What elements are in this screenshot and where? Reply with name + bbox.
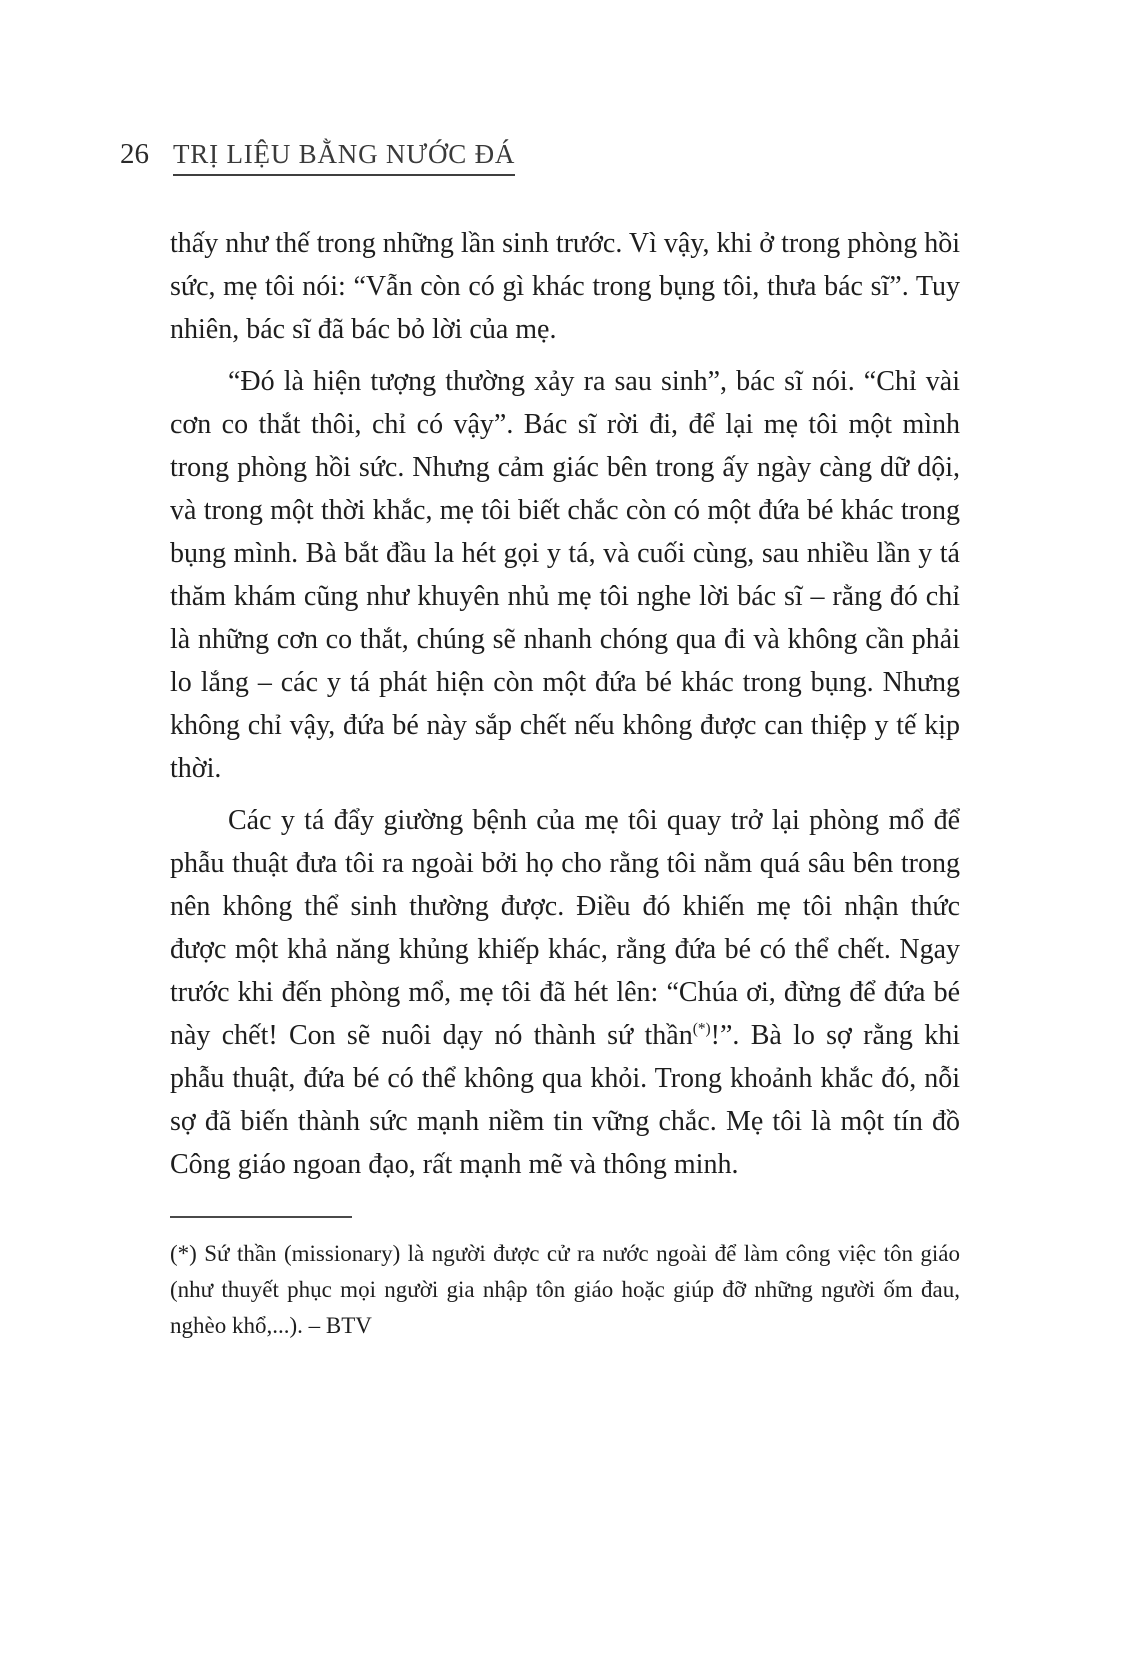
page-content [170, 222, 960, 1344]
header-title: TRỊ LIỆU BẰNG NƯỚC ĐÁ [173, 139, 515, 176]
body-paragraph: thấy như thế trong những lần sinh trước. Vì vậy, khi ở trong phòng hồi sức, mẹ tôi nói: “Vẫn còn có gì khác trong bụng tôi, thưa bác sĩ”. Tuy nhiên, bác sĩ đã bác bỏ lời của mẹ. [170, 228, 960, 345]
footnote [170, 1216, 960, 1344]
footnote-marker: (*) [692, 1020, 711, 1038]
paragraph-text: Các y tá đẩy giường bệnh của mẹ tôi quay trở lại phòng mổ để phẫu thuật đưa tôi ra ngoài bởi họ cho rằng tôi nằm quá sâu bên trong nên không thể sinh thường được. Điều đó khiến mẹ tôi nhận thức được một khả năng khủng khiếp khác, rằng đứa bé có thể chết. Ngay trước khi đến phòng mổ, mẹ tôi đã hét lên: “Chúa ơi, đừng để đứa bé này chết! Con sẽ nuôi dạy nó thành sứ thần [170, 805, 960, 1051]
running-header [120, 138, 515, 176]
page-number: 26 [120, 138, 149, 170]
paragraph-text: !”. Bà lo sợ rằng khi phẫu thuật, đứa bé có thể không qua khỏi. Trong khoảnh khắc đó, nỗi sợ đã biến thành sức mạnh niềm tin vững chắc. Mẹ tôi là một tín đồ Công giáo ngoan đạo, rất mạnh mẽ và thông minh. [170, 1020, 960, 1180]
body-paragraph: “Đó là hiện tượng thường xảy ra sau sinh”, bác sĩ nói. “Chỉ vài cơn co thắt thôi, chỉ có vậy”. Bác sĩ rời đi, để lại mẹ tôi một mình trong phòng hồi sức. Nhưng cảm giác bên trong ấy ngày càng dữ dội, và trong một thời khắc, mẹ tôi biết chắc còn có một đứa bé khác trong bụng mình. Bà bắt đầu la hét gọi y tá, và cuối cùng, sau nhiều lần y tá thăm khám cũng như khuyên nhủ mẹ tôi nghe lời bác sĩ – rằng đó chỉ là những cơn co thắt, chúng sẽ nhanh chóng qua đi và không cần phải lo lắng – các y tá phát hiện còn một đứa bé khác trong bụng. Nhưng không chỉ vậy, đứa bé này sắp chết nếu không được can thiệp y tế kịp thời. [170, 366, 960, 784]
footnote-divider [170, 1216, 352, 1218]
body-paragraph [170, 799, 960, 1186]
footnote-text: (*) Sứ thần (missionary) là người được cử ra nước ngoài để làm công việc tôn giáo (như thuyết phục mọi người gia nhập tôn giáo hoặc giúp đỡ những người ốm đau, nghèo khổ,...). – BTV [170, 1241, 960, 1338]
body-text [170, 222, 960, 1186]
